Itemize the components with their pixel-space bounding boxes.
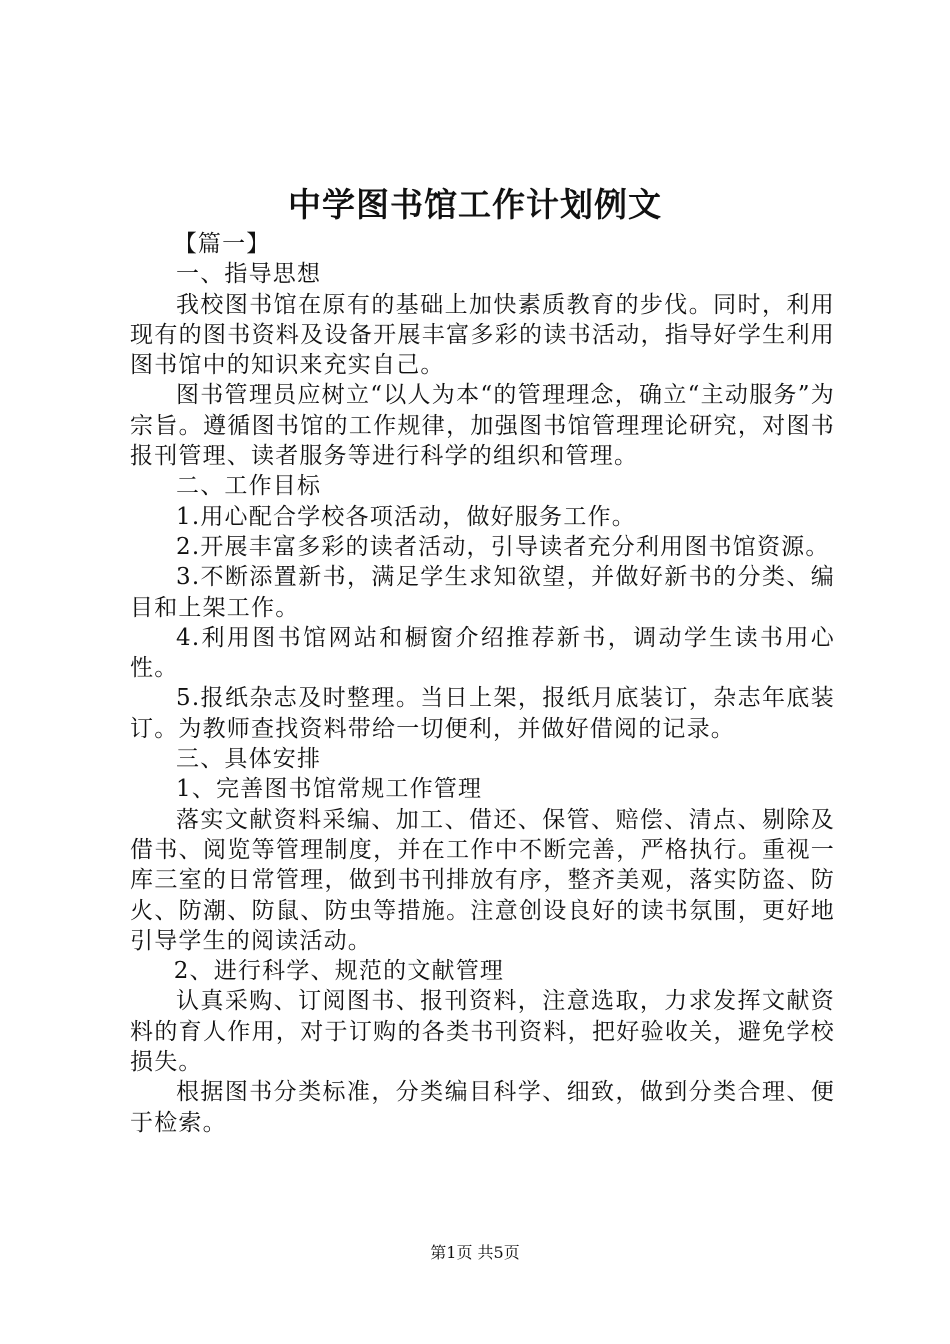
- goal-item: 2.开展丰富多彩的读者活动，引导读者充分利用图书馆资源。: [176, 533, 830, 560]
- subheading-literature-management: 2、进行科学、规范的文献管理: [173, 958, 505, 985]
- paragraph-2: 图书管理员应树立“以人为本“的管理理念，确立“主动服务”为宗旨。遵循图书馆的工作规律，加强图书馆管理理论研究，对图书报刊管理、读者服务等进行科学的组织和管理。: [130, 382, 835, 470]
- paragraph-4: 认真采购、订阅图书、报刊资料，注意选取，力求发挥文献资料的育人作用，对于订购的各类书刊资料，把好验收关，避免学校损失。: [130, 988, 835, 1076]
- goal-item: 5.报纸杂志及时整理。当日上架，报纸月底装订，杂志年底装订。为教师查找资料带给一切便利，并做好借阅的记录。: [130, 685, 835, 742]
- paragraph-5: 根据图书分类标准，分类编目科学、细致，做到分类合理、便于检索。: [130, 1079, 835, 1136]
- goal-item: 4.利用图书馆网站和橱窗介绍推荐新书，调动学生读书用心性。: [130, 624, 835, 682]
- paragraph-3: 落实文献资料采编、加工、借还、保管、赔偿、清点、剔除及借书、阅览等管理制度，并在工作中不断完善，严格执行。重视一库三室的日常管理，做到书刊排放有序，整齐美观，落实防盗、防火、防潮、防鼠、防虫等措施。注意创设良好的读书氛围，更好地引导学生的阅读活动。: [130, 806, 835, 954]
- document-body: [130, 229, 835, 1138]
- paragraph-1: 我校图书馆在原有的基础上加快素质教育的步伐。同时，利用现有的图书资料及设备开展丰富多彩的读书活动，指导好学生利用图书馆中的知识来充实自己。: [130, 291, 835, 379]
- heading-specific-arrangements: 三、具体安排: [176, 746, 322, 773]
- heading-guiding-ideology: 一、指导思想: [176, 261, 322, 288]
- goal-item: 1.用心配合学校各项活动，做好服务工作。: [176, 503, 636, 530]
- section-label: 【篇一】: [173, 231, 271, 257]
- subheading-routine-management: 1、完善图书馆常规工作管理: [176, 776, 483, 803]
- heading-work-goals: 二、工作目标: [176, 473, 322, 500]
- page-footer: 第1页 共5页: [430, 1243, 520, 1262]
- document-title: 中学图书馆工作计划例文: [288, 185, 662, 224]
- goal-item: 3.不断添置新书，满足学生求知欲望，并做好新书的分类、编目和上架工作。: [130, 564, 835, 621]
